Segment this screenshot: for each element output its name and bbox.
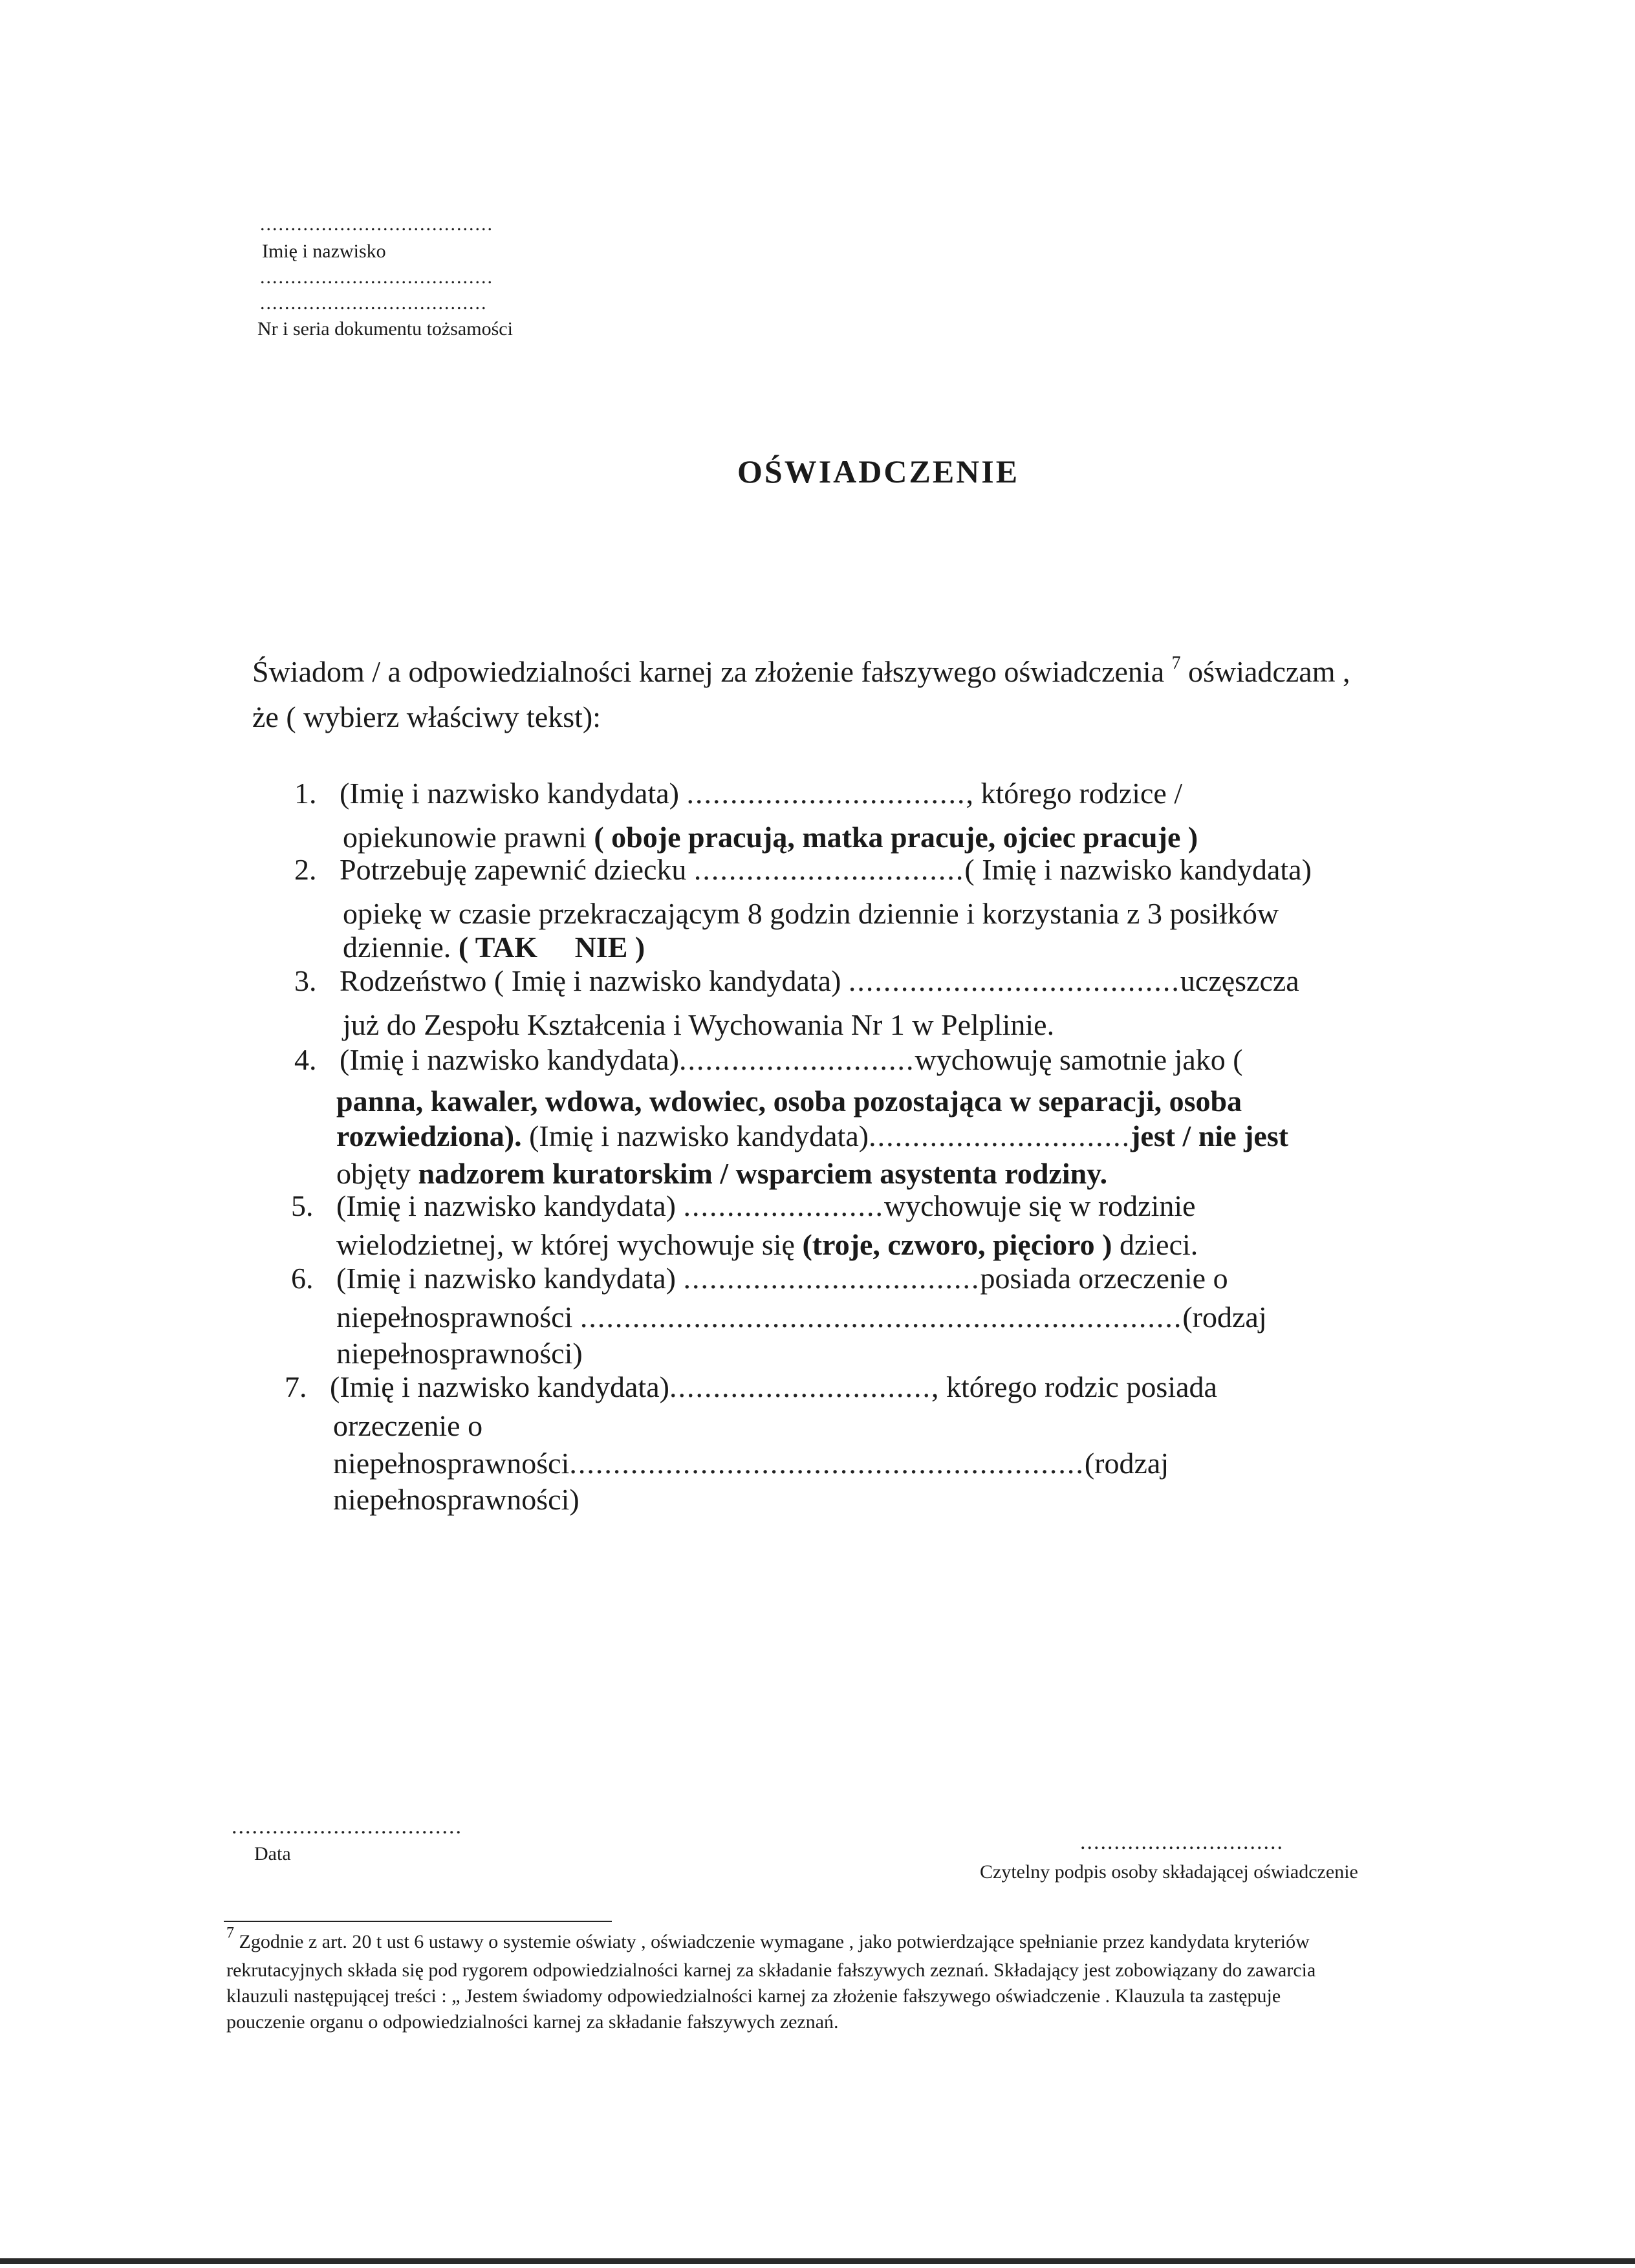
item-6-text-d: (rodzaj: [1182, 1301, 1267, 1334]
item-1-line-1: [294, 776, 1182, 810]
item-7-line-2: orzeczenie o: [333, 1409, 483, 1442]
item-7-dots: ..............................: [669, 1370, 931, 1403]
item-6-number: 6.: [291, 1262, 314, 1295]
item-4-bold-is-not: jest / nie jest: [1131, 1119, 1289, 1152]
item-2-line-3: [343, 930, 645, 964]
item-5-text-c: wielodzietnej, w której wychowuje się: [336, 1228, 795, 1261]
footnote-line-2: rekrutacyjnych składa się pod rygorem odpowiedzialności karnej za składanie fałszywych zeznań. Składający jest zobowiązany do zawarcia: [226, 1960, 1316, 1981]
item-7-number: 7.: [285, 1370, 307, 1403]
item-4-bold-divorced: rozwiedziona).: [336, 1119, 522, 1152]
footnote-number: 7: [226, 1925, 234, 1941]
item-3-line-1: [294, 964, 1299, 998]
signature-label: Czytelny podpis osoby składającej oświadczenie: [980, 1861, 1358, 1883]
item-7-text-a: (Imię i nazwisko kandydata): [330, 1370, 669, 1403]
item-4-text-b: wychowuję samotnie jako (: [915, 1043, 1243, 1076]
item-2-text-b: ( Imię i nazwisko kandydata): [964, 853, 1312, 886]
item-4-bold-supervision: nadzorem kuratorskim / wsparciem asystenta rodziny.: [418, 1157, 1108, 1190]
item-7-dots-2: ...........................................................: [569, 1447, 1085, 1480]
item-7-text-d: (rodzaj: [1084, 1447, 1169, 1480]
item-6-line-2: [336, 1300, 1267, 1334]
item-6-text-a: (Imię i nazwisko kandydata): [336, 1262, 676, 1295]
item-4-line-2: [336, 1084, 1242, 1118]
footnote-rule: [224, 1921, 612, 1922]
item-5-line-2: [336, 1227, 1198, 1262]
item-2-text-c: dziennie.: [343, 931, 451, 964]
item-3-text-b: uczęszcza: [1180, 964, 1299, 997]
item-7-line-3: [333, 1446, 1169, 1480]
item-4-number: 4.: [294, 1043, 317, 1076]
item-2-dots: ...............................: [693, 853, 965, 886]
item-7-line-1: [285, 1370, 1217, 1404]
item-5-text-d: dzieci.: [1119, 1228, 1198, 1261]
item-6-dots: ..................................: [683, 1262, 980, 1295]
footnote-line-3: klauzuli następującej treści : „ Jestem świadomy odpowiedzialności karnej za złożenie fałszywego oświadczenie . Klauzula ta zastępuje: [226, 1985, 1281, 2007]
item-2-number: 2.: [294, 853, 317, 886]
item-1-text-a: (Imię i nazwisko kandydata): [340, 777, 679, 810]
item-4-text-a: (Imię i nazwisko kandydata): [340, 1043, 679, 1076]
item-5-number: 5.: [291, 1189, 314, 1222]
item-3-number: 3.: [294, 964, 317, 997]
item-4-bold-status: panna, kawaler, wdowa, wdowiec, osoba pozostająca w separacji, osoba: [336, 1085, 1242, 1118]
item-4-line-3: [336, 1119, 1288, 1153]
item-5-line-1: [291, 1189, 1196, 1223]
item-1-text-c: opiekunowie prawni: [343, 821, 587, 854]
name-dots-line-2: ......................................: [260, 266, 493, 288]
item-1-text-b: , którego rodzice /: [966, 777, 1183, 810]
item-4-text-d: objęty: [336, 1157, 411, 1190]
item-1-dots: ................................: [686, 777, 966, 810]
intro-text-a: Świadom / a odpowiedzialności karnej za złożenie fałszywego oświadczenia: [252, 655, 1165, 688]
item-4-text-c: (Imię i nazwisko kandydata): [529, 1119, 869, 1152]
item-6-text-c: niepełnosprawności: [336, 1301, 573, 1334]
item-5-dots: .......................: [683, 1189, 884, 1222]
item-4-line-4: [336, 1156, 1107, 1191]
item-6-dots-2: .....................................................................: [579, 1301, 1183, 1334]
intro-line-2: że ( wybierz właściwy tekst):: [252, 700, 601, 733]
item-2-line-2: opiekę w czasie przekraczającym 8 godzin dziennie i korzystania z 3 posiłków: [343, 897, 1279, 930]
item-3-text-a: Rodzeństwo ( Imię i nazwisko kandydata): [340, 964, 841, 997]
item-4-dots: ...........................: [678, 1043, 915, 1076]
item-7-line-4: niepełnosprawności): [333, 1483, 579, 1516]
item-6-text-b: posiada orzeczenie o: [980, 1262, 1228, 1295]
footnote-marker: 7: [1171, 653, 1181, 673]
date-label: Data: [254, 1843, 291, 1864]
item-4-line-1: [294, 1042, 1243, 1077]
intro-text-b: oświadczam ,: [1188, 655, 1350, 688]
item-1-bold-options: ( oboje pracują, matka pracuje, ojciec pracuje ): [594, 821, 1198, 854]
item-6-line-1: [291, 1261, 1228, 1295]
footnote-text-1: Zgodnie z art. 20 t ust 6 ustawy o systemie oświaty , oświadczenie wymagane , jako potwierdzające spełnianie przez kandydata kryteriów: [239, 1931, 1310, 1952]
item-2-text-a: Potrzebuję zapewnić dziecku: [340, 853, 687, 886]
scan-bottom-edge: [0, 2258, 1635, 2264]
document-label: Nr i seria dokumentu tożsamości: [257, 318, 513, 340]
item-2-bold-options: ( TAK NIE ): [458, 931, 645, 964]
item-4-dots-2: ..............................: [869, 1119, 1131, 1152]
name-label: Imię i nazwisko: [262, 241, 386, 262]
item-5-bold-options: (troje, czworo, pięcioro ): [802, 1228, 1112, 1261]
item-3-line-2: już do Zespołu Kształcenia i Wychowania Nr 1 w Pelplinie.: [343, 1008, 1055, 1041]
document-dots: .....................................: [260, 292, 488, 314]
item-3-dots: ......................................: [848, 964, 1180, 997]
item-1-line-2: [343, 820, 1198, 854]
item-7-text-c: niepełnosprawności: [333, 1447, 570, 1480]
name-dots: ......................................: [260, 213, 493, 235]
item-5-text-a: (Imię i nazwisko kandydata): [336, 1189, 676, 1222]
item-5-text-b: wychowuje się w rodzinie: [883, 1189, 1196, 1222]
date-dots: ..................................: [232, 1815, 462, 1839]
signature-dots: ..............................: [1080, 1830, 1284, 1854]
item-1-number: 1.: [294, 777, 317, 810]
footnote-line-1: [226, 1925, 1310, 1953]
item-2-line-1: [294, 852, 1312, 887]
item-7-text-b: , którego rodzic posiada: [931, 1370, 1217, 1403]
page-title: OŚWIADCZENIE: [737, 453, 1020, 490]
intro-line-1: [252, 654, 1350, 689]
footnote-line-4: pouczenie organu o odpowiedzialności karnej za składanie fałszywych zeznań.: [226, 2011, 839, 2033]
item-6-line-3: niepełnosprawności): [336, 1337, 583, 1370]
